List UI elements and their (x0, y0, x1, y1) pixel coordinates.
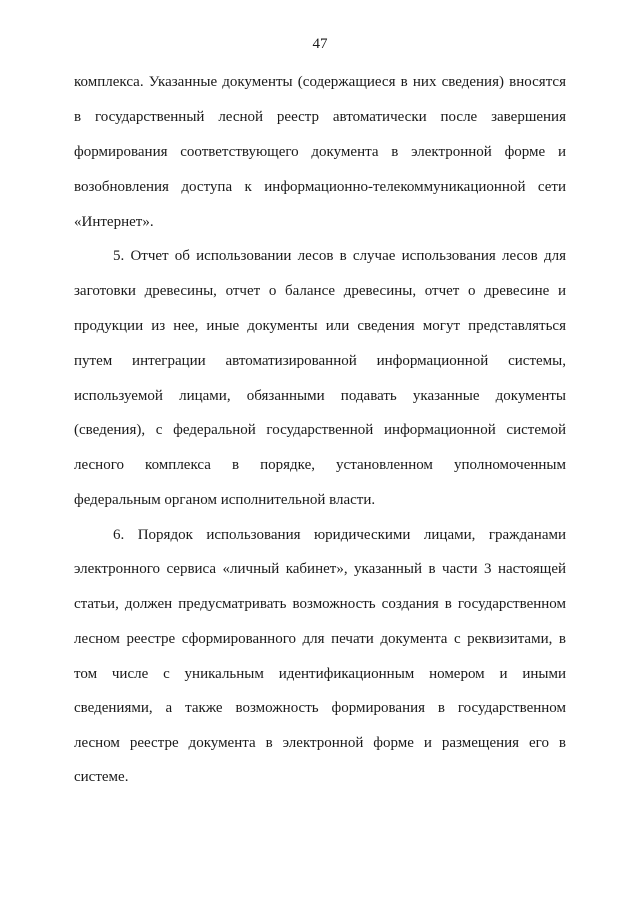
paragraph-1-line-3: формирования соответствующего документа в электронной форме и (74, 144, 566, 160)
paragraph-1-line-4: возобновления доступа к информационно-телекоммуникационной сети (74, 179, 566, 195)
paragraph-5-line-3: продукции из нее, иные документы или сведения могут представляться (74, 318, 566, 334)
paragraph-5-line-5: используемой лицами, обязанными подавать указанные документы (74, 388, 566, 404)
paragraph-6-line-6: сведениями, а также возможность формирования в государственном (74, 700, 566, 716)
paragraph-6-line-7: лесном реестре документа в электронной форме и размещения его в (74, 735, 566, 751)
paragraph-6-line-2: электронного сервиса «личный кабинет», указанный в части 3 настоящей (74, 561, 566, 577)
paragraph-1-line-5: «Интернет». (74, 214, 154, 230)
paragraph-5-line-2: заготовки древесины, отчет о балансе древесины, отчет о древесине и (74, 283, 566, 299)
paragraph-6-line-3: статьи, должен предусматривать возможность создания в государственном (74, 596, 566, 612)
paragraph-1-line-1: комплекса. Указанные документы (содержащиеся в них сведения) вносятся (74, 74, 566, 90)
paragraph-6-line-8: системе. (74, 769, 129, 785)
page-number: 47 (312, 36, 328, 52)
paragraph-5-line-1: 5. Отчет об использовании лесов в случае использования лесов для (113, 248, 566, 264)
paragraph-5-line-4: путем интеграции автоматизированной информационной системы, (74, 353, 566, 369)
paragraph-5-line-6: (сведения), с федеральной государственной информационной системой (74, 422, 566, 438)
paragraph-6-line-5: том числе с уникальным идентификационным номером и иными (74, 666, 566, 682)
paragraph-6-line-4: лесном реестре сформированного для печати документа с реквизитами, в (74, 631, 566, 647)
paragraph-5-line-8: федеральным органом исполнительной власти. (74, 492, 376, 508)
paragraph-6-line-1: 6. Порядок использования юридическими лицами, гражданами (113, 527, 566, 543)
paragraph-1-line-2: в государственный лесной реестр автоматически после завершения (74, 109, 566, 125)
paragraph-5-line-7: лесного комплекса в порядке, установленном уполномоченным (74, 457, 566, 473)
